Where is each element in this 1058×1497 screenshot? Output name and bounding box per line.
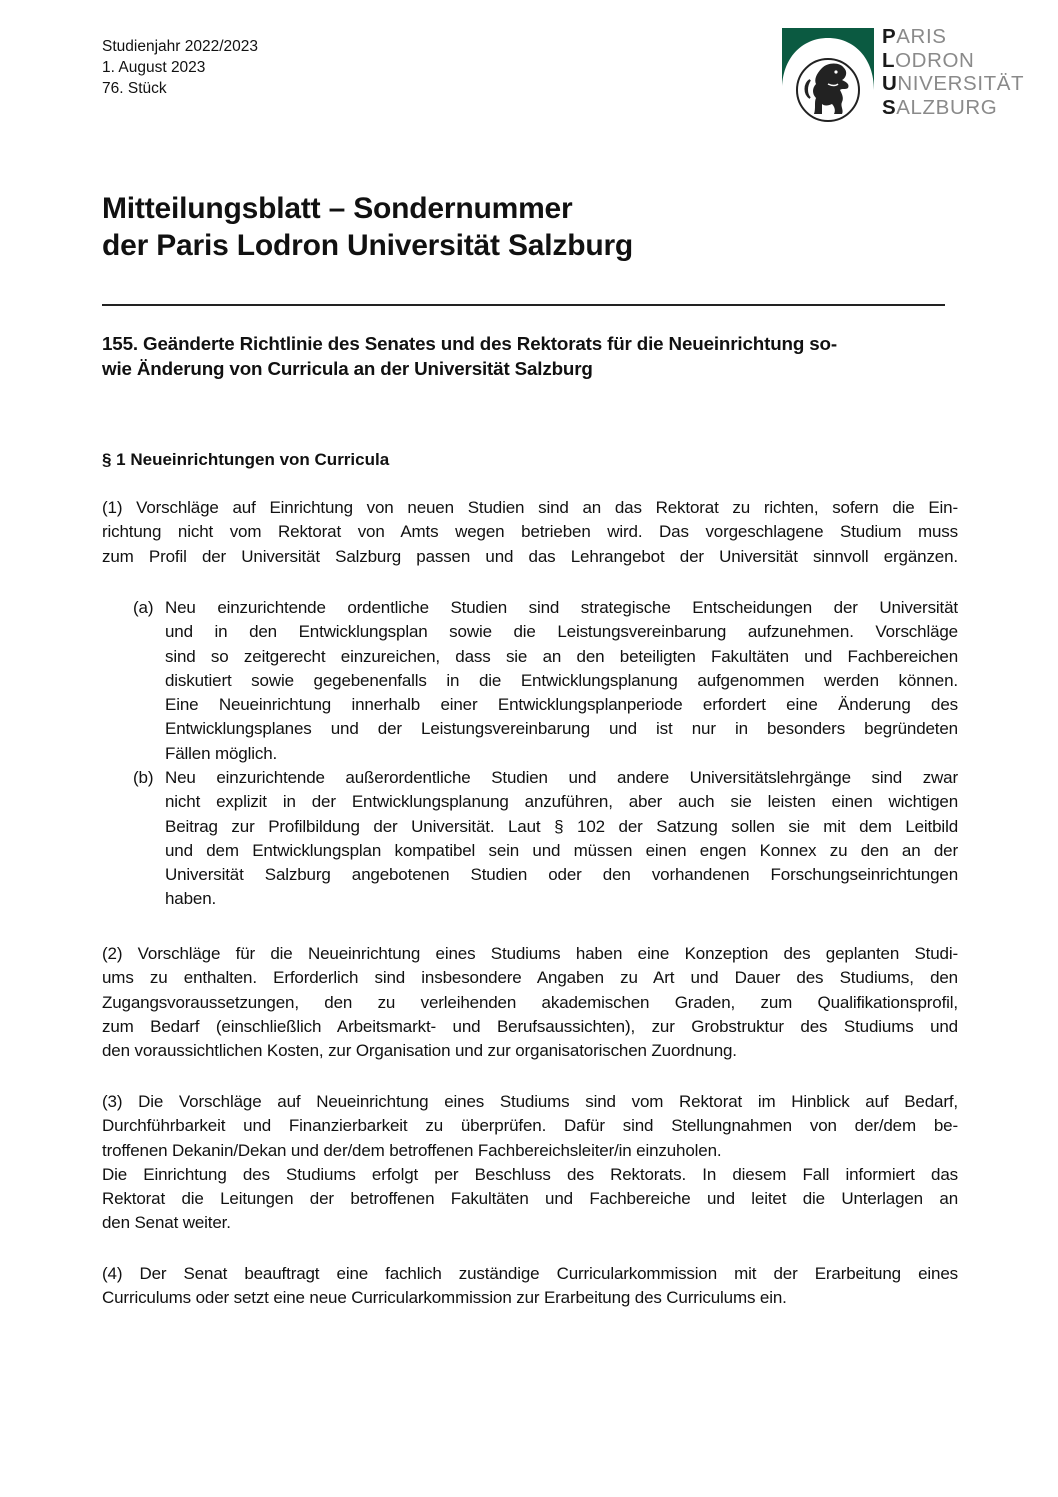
paragraph-1: (1) Vorschläge auf Einrichtung von neuen Studien sind an das Rektorat zu richten, sofern die Ein- richtung nicht vom Rektorat von Amts wegen betrieben wird. Das vorgeschlagene Studium muss zum Profil der Universität Salzburg passen und das Lehrangebot der Universität sinnvoll ergänzen. — [102, 498, 958, 566]
list-item-b: (b) Neu einzurichtende außerordentliche Studien und andere Universitätslehrgänge sind zwar nicht explizit in der Entwicklungsplanung anzuführen, aber auch sie leisten einen wichtigen Beitrag zur Profilbildung der Universität. Laut § 102 der Satzung sollen sie mit dem Leitbild und dem Entwicklungsplan kompatibel sein und müssen einen engen Konnex zu den an der Universität Salzburg angebotenen Studien oder den vorhandenen Forschungseinrichtungen haben. — [133, 768, 958, 909]
issue-number: 76. Stück — [102, 80, 167, 97]
issue-date: 1. August 2023 — [102, 59, 206, 76]
logo-line-lodron: LODRON — [882, 48, 975, 72]
logo-wordmark — [882, 25, 1024, 119]
logo-line-universitaet: UNIVERSITÄT — [882, 72, 1025, 95]
list-marker: (a) — [133, 598, 154, 617]
title-divider — [102, 304, 945, 306]
academic-year: Studienjahr 2022/2023 — [102, 38, 258, 55]
paragraph-3: (3) Die Vorschläge auf Neueinrichtung eines Studiums sind vom Rektorat im Hinblick auf Bedarf, Durchführbarkeit und Finanzierbarkeit zu überprüfen. Dafür sind Stellungnahmen von der/dem be- troffenen Dekanin/Dekan und der/dem betroffenen Fachbereichsleiter/in einzuholen. Die Einrichtung des Studiums erfolgt per Beschluss des Rektorats. In diesem Fall informiert das Rektorat die Leitungen der betroffenen Fakultäten und Fachbereiche und leitet die Unterlagen an den Senat weiter. — [102, 1092, 958, 1233]
announcement-heading: 155. Geänderte Richtlinie des Senates und des Rektorats für die Neueinrichtung so- wie Änderung von Curricula an der Universität Salzburg — [102, 333, 837, 379]
issue-meta — [102, 36, 258, 99]
paragraph-2: (2) Vorschläge für die Neueinrichtung eines Studiums haben eine Konzeption des geplanten Studi- ums zu enthalten. Erforderlich sind insbesondere Angaben zu Art und Dauer des Studiums, den Zugangsvoraussetzungen, den zu verleihenden akademischen Graden, zum Qualifikationsprofil, zum Bedarf (einschließlich Arbeitsmarkt- und Berufsaussichten), zur Grobstruktur des Studiums und den voraussichtlichen Kosten, zur Organisation und zur organisatorischen Zuordnung. — [102, 944, 958, 1061]
list-marker: (b) — [133, 768, 154, 787]
page-title: Mitteilungsblatt – Sondernummer der Paris Lodron Universität Salzburg — [102, 192, 634, 262]
logo-line-paris: PARIS — [882, 25, 947, 48]
paragraph-4: (4) Der Senat beauftragt eine fachlich zuständige Curricularkommission mit der Erarbeitung eines Curriculums oder setzt eine neue Curricularkommission zur Erarbeitung des Curriculums ein. — [102, 1264, 958, 1308]
university-logo — [782, 25, 1038, 128]
lion-emblem-icon — [782, 28, 874, 128]
logo-line-salzburg: SALZBURG — [882, 95, 998, 119]
list-item-a: (a) Neu einzurichtende ordentliche Studien sind strategische Entscheidungen der Universität und in den Entwicklungsplan sowie die Leistungsvereinbarung aufzunehmen. Vorschläge sind so zeitgerecht einzureichen, dass sie an den beteiligten Fakultäten und Fachbereichen diskutiert sowie gegebenenfalls in die Entwicklungsplanung aufgenommen werden können. Eine Neueinrichtung innerhalb einer Entwicklungsplanperiode erfordert eine Änderung des Entwicklungsplanes und der Leistungsvereinbarung und ist nur in besonders begründeten Fällen möglich. — [133, 598, 958, 763]
section-heading: § 1 Neueinrichtungen von Curricula — [102, 450, 390, 469]
